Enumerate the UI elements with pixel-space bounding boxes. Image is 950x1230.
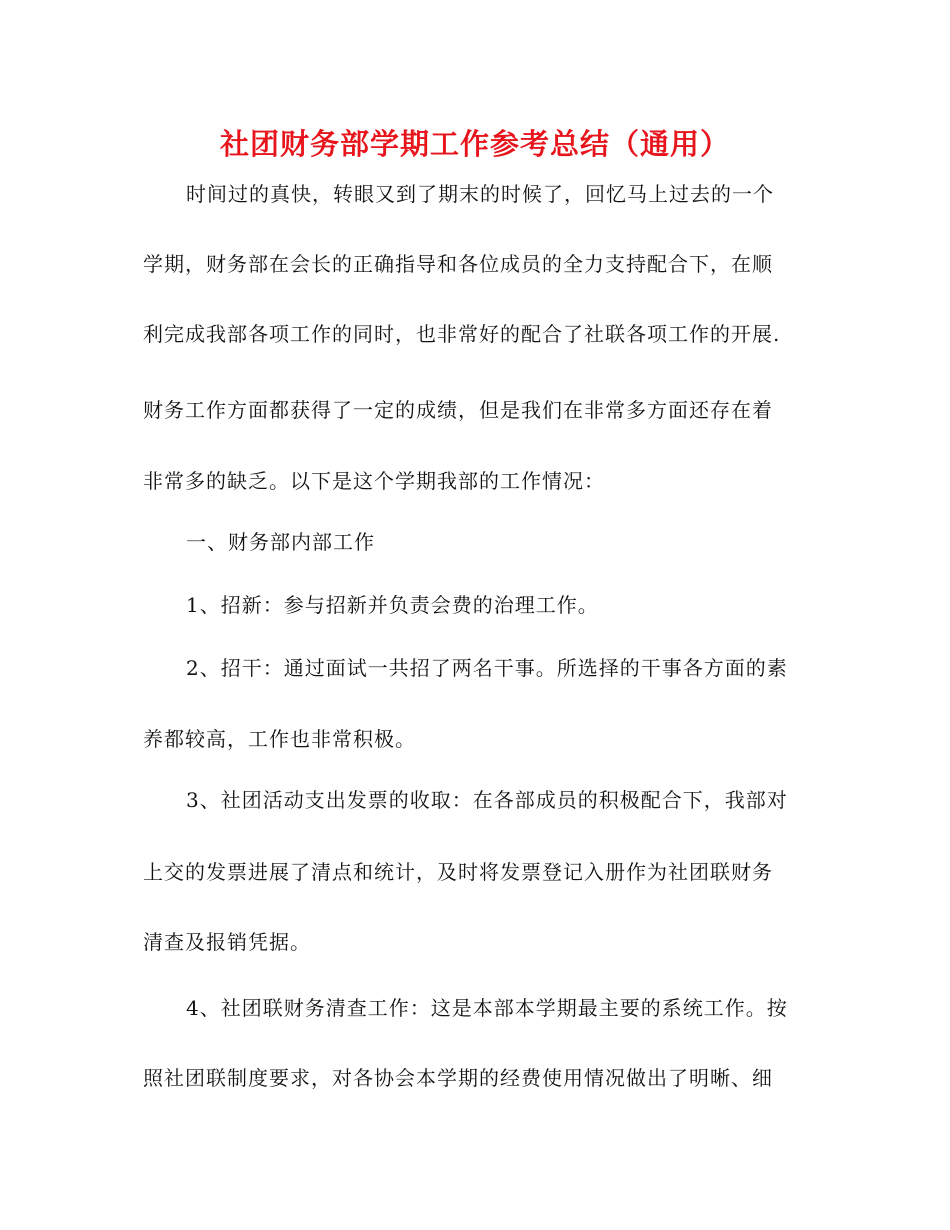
paragraph-line: 财务工作方面都获得了一定的成绩，但是我们在非常多方面还存在着	[143, 398, 773, 422]
section-heading: 一、财务部内部工作	[186, 530, 375, 554]
list-item: 3、社团活动支出发票的收取：在各部成员的积极配合下，我部对	[186, 788, 788, 812]
list-item: 2、招干：通过面试一共招了两名干事。所选择的干事各方面的素	[186, 656, 788, 680]
paragraph-line: 时间过的真快，转眼又到了期末的时候了，回忆马上过去的一个	[186, 182, 774, 206]
paragraph-line: 利完成我部各项工作的同时，也非常好的配合了社联各项工作的开展.	[143, 322, 781, 346]
list-item: 1、招新：参与招新并负责会费的治理工作。	[186, 593, 599, 617]
paragraph-line: 非常多的缺乏。以下是这个学期我部的工作情况：	[143, 469, 605, 493]
paragraph-line: 养都较高，工作也非常积极。	[143, 727, 416, 751]
paragraph-line: 上交的发票进展了清点和统计，及时将发票登记入册作为社团联财务	[143, 860, 773, 884]
list-item: 4、社团联财务清查工作：这是本部本学期最主要的系统工作。按	[186, 996, 788, 1020]
paragraph-line: 照社团联制度要求，对各协会本学期的经费使用情况做出了明晰、细	[143, 1066, 773, 1090]
paragraph-line: 学期，财务部在会长的正确指导和各位成员的全力支持配合下，在顺	[143, 252, 773, 276]
paragraph-line: 清查及报销凭据。	[143, 930, 311, 954]
document-title: 社团财务部学期工作参考总结（通用）	[219, 127, 730, 161]
